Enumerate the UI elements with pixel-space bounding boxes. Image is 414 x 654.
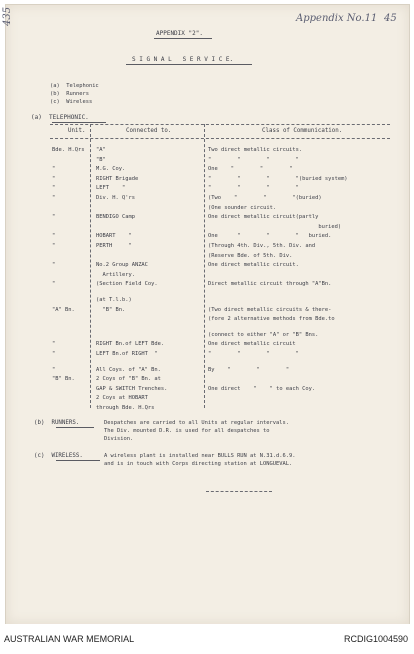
- table-cell-connected: 2 Coys of "B" Bn. at: [96, 376, 161, 382]
- handwritten-page-number: 435: [2, 6, 13, 26]
- table-header-comm: Class of Communication.: [262, 128, 343, 134]
- table-cell-comm: One direct metallic circuit: [208, 341, 296, 347]
- archive-footer: [0, 624, 414, 654]
- section-c-underline: [56, 460, 100, 461]
- footer-reference: RCDIG1004590: [343, 634, 408, 644]
- table-cell-connected: M.G. Coy.: [96, 166, 126, 172]
- table-cell-unit: ": [52, 351, 56, 357]
- table-cell-comm: Two direct metallic circuits.: [208, 147, 303, 153]
- table-cell-comm: One direct metallic circuit.: [208, 262, 299, 268]
- table-cell-comm: By " " ": [208, 367, 290, 373]
- section-b-line: Division.: [104, 436, 134, 442]
- table-cell-unit: ": [52, 195, 56, 201]
- table-cell-unit: ": [52, 262, 56, 268]
- handwritten-appendix-label: Appendix No.11: [296, 13, 378, 24]
- table-cell-connected: Div. H. Q'rs: [96, 195, 135, 201]
- table-cell-comm: One direct " " to each Coy.: [208, 386, 316, 392]
- table-cell-unit: ": [52, 166, 56, 172]
- table-cell-connected: "B" Bn.: [96, 307, 126, 313]
- table-cell-connected: "A": [96, 147, 106, 153]
- appendix-underline: [154, 38, 212, 39]
- toc-item: (b) Runners: [50, 91, 89, 97]
- table-cell-connected: GAP & SWITCH Trenches.: [96, 386, 168, 392]
- table-cell-connected: BENDIGO Camp: [96, 214, 135, 220]
- table-cell-unit: "A" Bn.: [52, 307, 75, 313]
- table-cell-comm: (fore 2 alternative methods from Bde.to: [208, 316, 335, 322]
- handwritten-appendix-number: 45: [384, 13, 397, 24]
- table-cell-connected: RIGHT Brigade: [96, 176, 139, 182]
- table-cell-connected: LEFT Bn.of RIGHT ": [96, 351, 158, 357]
- table-cell-unit: "B" Bn.: [52, 376, 75, 382]
- table-cell-comm: " " " ": [208, 157, 299, 163]
- footer-institution: AUSTRALIAN WAR MEMORIAL: [4, 634, 135, 644]
- table-column-divider: [90, 124, 91, 408]
- table-cell-comm: " " " ": [208, 351, 299, 357]
- table-cell-comm: One " " ": [208, 166, 293, 172]
- table-cell-comm: (connect to either "A" or "B" Bns.: [208, 332, 319, 338]
- table-cell-unit: ": [52, 176, 56, 182]
- table-cell-comm: (One sounder circuit.: [208, 205, 277, 211]
- table-cell-connected: 2 Coys at HOBART: [96, 395, 148, 401]
- table-cell-connected: HOBART ": [96, 233, 132, 239]
- section-a-heading: (a) TELEPHONIC.: [31, 114, 89, 121]
- section-b-line: The Div. mounted D.R. is used for all despatches to: [104, 428, 270, 434]
- table-cell-comm: (Two direct metallic circuits & there-: [208, 307, 332, 313]
- table-cell-comm: (Reserve Bde. of 5th. Div.: [208, 253, 293, 259]
- table-cell-comm: Direct metallic circuit through "A"Bn.: [208, 281, 332, 287]
- table-cell-connected: All Coys. of "A" Bn.: [96, 367, 161, 373]
- section-b-underline: [56, 427, 94, 428]
- table-cell-connected: (at T.l.b.): [96, 297, 132, 303]
- table-top-rule: [50, 124, 390, 125]
- table-cell-unit: ": [52, 281, 56, 287]
- table-cell-connected: PERTH ": [96, 243, 132, 249]
- section-a-underline: [52, 122, 106, 123]
- section-c-label: (c) WIRELESS.: [34, 453, 83, 459]
- toc-item: (c) Wireless: [50, 99, 93, 105]
- table-cell-unit: ": [52, 341, 56, 347]
- table-cell-comm: (Two " " "(buried): [208, 195, 322, 201]
- table-cell-comm: " " " "(buried system): [208, 176, 348, 182]
- table-cell-connected: LEFT ": [96, 185, 126, 191]
- table-header-rule: [50, 138, 390, 139]
- table-cell-comm: One direct metallic circuit(partly: [208, 214, 319, 220]
- table-cell-unit: ": [52, 185, 56, 191]
- table-cell-unit: ": [52, 367, 56, 373]
- section-b-line: Despatches are carried to all Units at regular intervals.: [104, 420, 289, 426]
- table-cell-unit: Bde. H.Qrs: [52, 147, 85, 153]
- table-header-unit: Unit.: [68, 128, 86, 134]
- table-cell-connected: No.2 Group ANZAC: [96, 262, 148, 268]
- table-cell-comm: One " " " buried.: [208, 233, 332, 239]
- table-column-divider: [204, 124, 205, 408]
- table-cell-connected: through Bde. H.Qrs: [96, 405, 155, 411]
- title-underline: [126, 64, 252, 65]
- section-c-line: and is in touch with Corps directing station at LONGUEVAL.: [104, 461, 293, 467]
- section-c-line: A wireless plant is installed near BULLS RUN at N.31.d.6.9.: [104, 453, 296, 459]
- table-cell-comm: " " " ": [208, 185, 299, 191]
- table-header-connected: Connected to.: [126, 128, 172, 134]
- table-cell-connected: (Section Field Coy.: [96, 281, 158, 287]
- table-cell-connected: RIGHT Bn.of LEFT Bde.: [96, 341, 165, 347]
- table-cell-unit: ": [52, 233, 56, 239]
- table-cell-unit: ": [52, 214, 56, 220]
- table-cell-connected: Artillery.: [96, 272, 135, 278]
- section-b-label: (b) RUNNERS.: [34, 420, 80, 426]
- document-title: S I G N A L S E R V I C E.: [132, 56, 234, 63]
- table-cell-unit: ": [52, 243, 56, 249]
- toc-item: (a) Telephonic: [50, 83, 99, 89]
- appendix-heading: APPENDIX "2".: [156, 30, 203, 37]
- table-cell-comm: (Through 4th. Div., 5th. Div. and: [208, 243, 316, 249]
- table-cell-connected: "B": [96, 157, 106, 163]
- table-cell-comm: buried): [208, 224, 342, 230]
- closing-rule: [206, 491, 272, 492]
